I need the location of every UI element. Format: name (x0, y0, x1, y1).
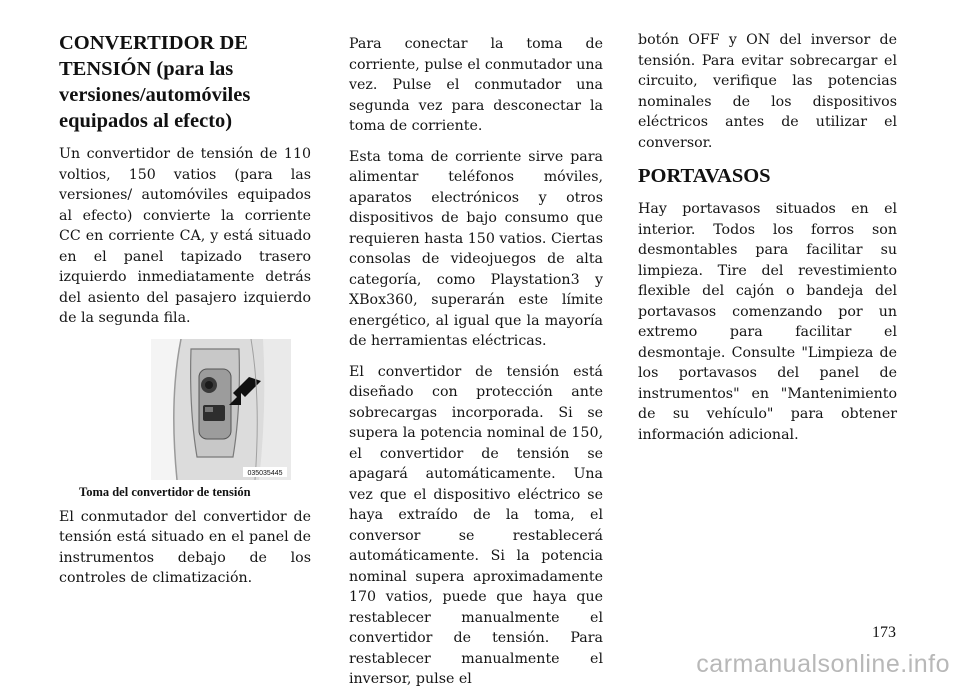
outlet-switch-paragraph: Para conectar la toma de corriente, pulse el conmutador una vez. Pulse el conmutador una segunda vez para desconectar la toma de corriente. (349, 36, 603, 134)
cup-holders-paragraph: Hay portavasos situados en el interior. Todos los forros son desmontables para facilitar su limpieza. Tire del revestimiento flexible del cajón o bandeja del portavasos comenzando por un extremo para facilitar el desmontaje. Consulte "Limpieza de los portavasos del panel de instrumentos" en "Mantenimiento de su vehículo" para obtener información adicional. (638, 201, 897, 443)
figure-code: 035035445 (247, 469, 283, 477)
figure-caption: Toma del convertidor de tensión (79, 484, 251, 499)
converter-outlet-figure (151, 339, 291, 480)
section-title-voltage-converter: CONVERTIDOR DE TENSIÓN (para las versiones/automóviles equipados al efecto) (59, 32, 251, 132)
left-column (59, 30, 311, 589)
switch-location-paragraph: El conmutador del convertidor de tensión está situado en el panel de instrumentos debajo de los controles de climatización. (59, 508, 311, 586)
section-title-cup-holders: PORTAVASOS (638, 165, 771, 187)
watermark: carmanualsonline.info (696, 650, 950, 678)
page-number: 173 (872, 624, 896, 641)
outlet-usage-paragraph: Esta toma de corriente sirve para alimentar teléfonos móviles, aparatos electrónicos y otros dispositivos de bajo consumo que requieren hasta 150 vatios. Ciertas consolas de videojuegos de alta categoría, como Playstation3 y XBox360, superarán este límite energético, al igual que la mayoría de herramientas eléctricas. (349, 148, 603, 349)
reset-continuation-paragraph: botón OFF y ON del inversor de tensión. Para evitar sobrecargar el circuito, verifique las potencias nominales de los dispositivos eléctricos antes de utilizar el conversor. (638, 32, 897, 151)
overload-protection-paragraph: El convertidor de tensión está diseñado con protección ante sobrecargas incorporada. Si se supera la potencia nominal de 150, el convertidor de tensión se apagará automáticamente. Una vez que el dispositivo eléctrico se haya extraído de la toma, el conversor se restablecerá automáticamente. Si la potencia nominal supera aproximadamente 170 vatios, puede que haya que restablecer manualmente el convertidor de tensión. Para restablecer manualmente el inversor, pulse el (349, 363, 603, 687)
outlet-illustration (151, 339, 291, 480)
intro-paragraph: Un convertidor de tensión de 110 voltios, 150 vatios (para las versiones/ automóviles equipados al efecto) convierte la corriente CC en corriente CA, y está situado en el panel tapizado trasero izquierdo inmediatamente detrás del asiento del pasajero izquierdo de la segunda fila. (59, 146, 311, 326)
right-column (638, 30, 897, 445)
middle-column (349, 30, 603, 690)
